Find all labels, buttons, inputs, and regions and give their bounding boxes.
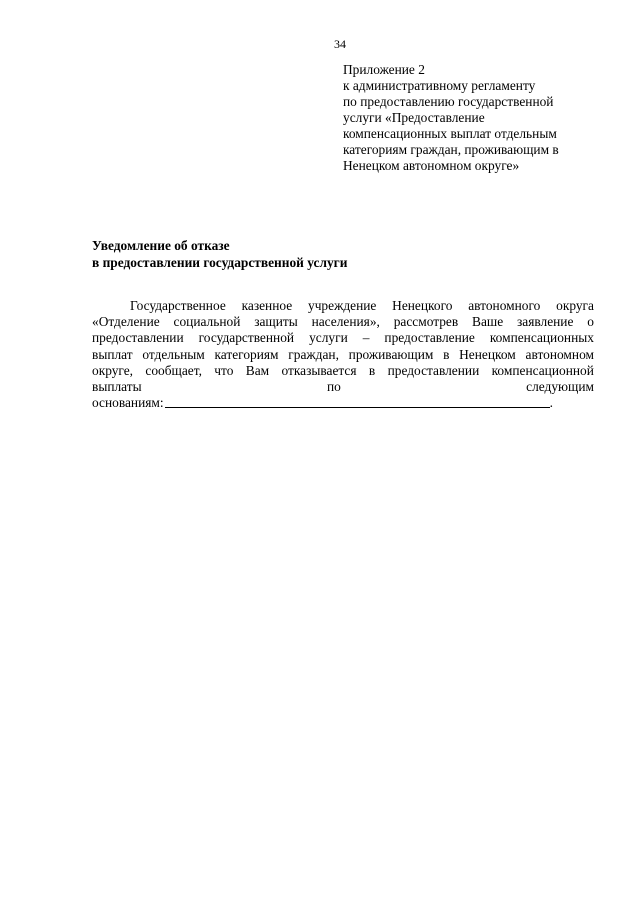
word: выплат (92, 346, 133, 362)
word: заявление (516, 314, 574, 330)
word: населения», (311, 314, 380, 330)
body-line-5 (92, 363, 594, 379)
title-line-1: Уведомление об отказе (92, 238, 230, 253)
word: услуги (309, 330, 348, 346)
body-line-6 (92, 379, 594, 395)
word: Вам (245, 362, 270, 378)
appendix-line: Ненецком автономном округе» (343, 158, 520, 173)
document-title (92, 238, 347, 271)
grounds-fill-line (165, 395, 550, 408)
word: автономного (468, 298, 541, 313)
body-line-1 (92, 298, 594, 314)
word: Государственное (130, 298, 226, 313)
word: автономном (525, 346, 594, 362)
word: казенное (241, 298, 293, 313)
word: учреждение (308, 298, 377, 313)
body-line-3 (92, 330, 594, 346)
word: рассмотрев (393, 314, 459, 330)
word: предоставлении (387, 362, 480, 378)
word: государственной (198, 330, 295, 346)
word: предоставлении (92, 330, 184, 346)
word: выплаты (92, 379, 142, 395)
appendix-line: по предоставлению государственной (343, 94, 554, 109)
word: Ненецком (459, 346, 516, 362)
word: компенсационной (491, 362, 594, 378)
word: отказывается (281, 362, 357, 378)
word: округа (556, 298, 594, 313)
word: по (326, 379, 341, 395)
word: Ненецкого (392, 298, 453, 313)
word: компенсационных (489, 330, 594, 346)
word: что (214, 362, 234, 378)
body-line-7 (92, 395, 594, 411)
word: округе, (92, 362, 134, 378)
word: в (368, 362, 376, 378)
body-line-4 (92, 347, 594, 363)
grounds-end-period: . (549, 395, 553, 411)
title-line-2: в предоставлении государственной услуги (92, 254, 348, 270)
word: социальной (173, 314, 241, 330)
notice-body (92, 298, 594, 411)
body-line-2 (92, 314, 594, 330)
word: – (362, 330, 370, 346)
word: «Отделение (92, 314, 160, 330)
word: предоставление (384, 330, 475, 346)
appendix-line: к административному регламенту (343, 78, 536, 93)
appendix-line: компенсационных выплат отдельным (343, 126, 557, 141)
word: граждан, (288, 346, 339, 362)
word: Ваше (472, 314, 504, 330)
word: сообщает, (145, 362, 202, 378)
word: отдельным (142, 346, 205, 362)
appendix-header (343, 62, 603, 174)
word: категориям (214, 346, 279, 362)
grounds-label: основаниям: (92, 395, 164, 411)
word: в (443, 346, 450, 362)
word: следующим (526, 379, 594, 395)
appendix-line: Приложение 2 (343, 62, 425, 77)
word: проживающим (348, 346, 434, 362)
appendix-line: услуги «Предоставление (343, 110, 485, 125)
word: защиты (254, 314, 298, 330)
page-number: 34 (334, 37, 346, 51)
appendix-line: категориям граждан, проживающим в (343, 142, 559, 157)
word: о (587, 314, 594, 330)
